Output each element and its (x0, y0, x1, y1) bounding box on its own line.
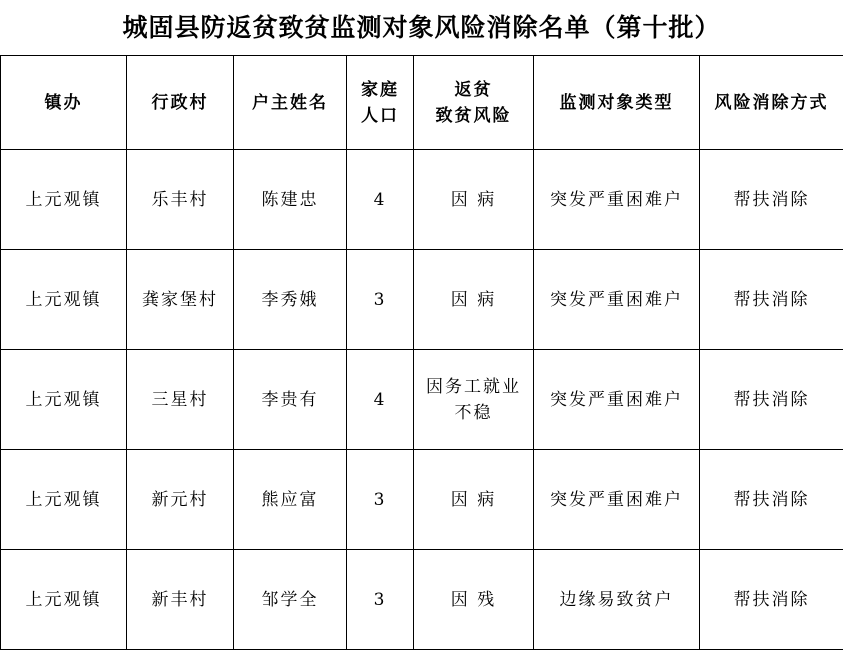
header-row (1, 56, 843, 150)
header-cell-object-type (534, 56, 700, 150)
cell-text: 因 残 (418, 587, 529, 613)
cell-text: 李贵有 (238, 387, 342, 413)
cell-text: 因 病 (418, 287, 529, 313)
cell-text: 新元村 (131, 487, 229, 513)
cell-text: 不稳 (418, 400, 529, 426)
cell-risk (414, 350, 534, 450)
cell-removal-method (700, 550, 843, 650)
cell-text: 帮扶消除 (704, 287, 839, 313)
cell-risk (414, 250, 534, 350)
cell-text: 帮扶消除 (704, 187, 839, 213)
table-row (1, 350, 843, 450)
cell-family-size (347, 550, 414, 650)
cell-object-type (534, 250, 700, 350)
cell-text: 4 (351, 187, 409, 213)
cell-text: 突发严重困难户 (538, 387, 695, 413)
cell-text: 帮扶消除 (704, 587, 839, 613)
header-text: 监测对象类型 (538, 90, 695, 116)
cell-householder (234, 350, 347, 450)
cell-text: 4 (351, 387, 409, 413)
cell-text: 邹学全 (238, 587, 342, 613)
cell-text: 上元观镇 (5, 387, 122, 413)
cell-removal-method (700, 450, 843, 550)
cell-text: 因 病 (418, 187, 529, 213)
cell-text: 边缘易致贫户 (538, 587, 695, 613)
cell-town (1, 350, 127, 450)
header-cell-householder (234, 56, 347, 150)
header-cell-town (1, 56, 127, 150)
cell-village (127, 150, 234, 250)
cell-text: 突发严重困难户 (538, 487, 695, 513)
header-text: 致贫风险 (418, 103, 529, 129)
cell-text: 乐丰村 (131, 187, 229, 213)
header-text: 户主姓名 (238, 90, 342, 116)
cell-risk (414, 150, 534, 250)
cell-removal-method (700, 250, 843, 350)
cell-family-size (347, 150, 414, 250)
cell-town (1, 250, 127, 350)
cell-householder (234, 250, 347, 350)
cell-text: 三星村 (131, 387, 229, 413)
cell-object-type (534, 350, 700, 450)
cell-householder (234, 550, 347, 650)
cell-risk (414, 550, 534, 650)
cell-text: 3 (351, 587, 409, 613)
table-row (1, 150, 843, 250)
cell-text: 上元观镇 (5, 187, 122, 213)
cell-removal-method (700, 350, 843, 450)
cell-village (127, 350, 234, 450)
table-row (1, 450, 843, 550)
table-row (1, 550, 843, 650)
cell-text: 帮扶消除 (704, 487, 839, 513)
cell-text: 突发严重困难户 (538, 287, 695, 313)
cell-text: 龚家堡村 (131, 287, 229, 313)
cell-text: 陈建忠 (238, 187, 342, 213)
cell-text: 因 病 (418, 487, 529, 513)
cell-family-size (347, 250, 414, 350)
cell-object-type (534, 450, 700, 550)
header-text: 家庭 (351, 77, 409, 103)
cell-town (1, 450, 127, 550)
cell-text: 熊应富 (238, 487, 342, 513)
cell-town (1, 150, 127, 250)
cell-householder (234, 450, 347, 550)
cell-village (127, 550, 234, 650)
cell-text: 李秀娥 (238, 287, 342, 313)
cell-object-type (534, 550, 700, 650)
header-cell-removal-method (700, 56, 843, 150)
cell-text: 上元观镇 (5, 487, 122, 513)
cell-text: 因务工就业 (418, 374, 529, 400)
cell-text: 上元观镇 (5, 587, 122, 613)
cell-text: 帮扶消除 (704, 387, 839, 413)
cell-family-size (347, 350, 414, 450)
cell-village (127, 450, 234, 550)
cell-text: 突发严重困难户 (538, 187, 695, 213)
header-text: 风险消除方式 (704, 90, 839, 116)
cell-householder (234, 150, 347, 250)
page-title: 城固县防返贫致贫监测对象风险消除名单（第十批） (0, 0, 843, 55)
header-cell-risk (414, 56, 534, 150)
header-text: 返贫 (418, 77, 529, 103)
header-cell-village (127, 56, 234, 150)
header-text: 人口 (351, 103, 409, 129)
header-text: 镇办 (5, 90, 122, 116)
cell-town (1, 550, 127, 650)
cell-text: 新丰村 (131, 587, 229, 613)
cell-removal-method (700, 150, 843, 250)
cell-text: 3 (351, 287, 409, 313)
cell-risk (414, 450, 534, 550)
cell-text: 上元观镇 (5, 287, 122, 313)
cell-village (127, 250, 234, 350)
table-row (1, 250, 843, 350)
header-text: 行政村 (131, 90, 229, 116)
cell-text: 3 (351, 487, 409, 513)
monitoring-table (0, 55, 843, 650)
header-cell-family-size (347, 56, 414, 150)
cell-family-size (347, 450, 414, 550)
cell-object-type (534, 150, 700, 250)
